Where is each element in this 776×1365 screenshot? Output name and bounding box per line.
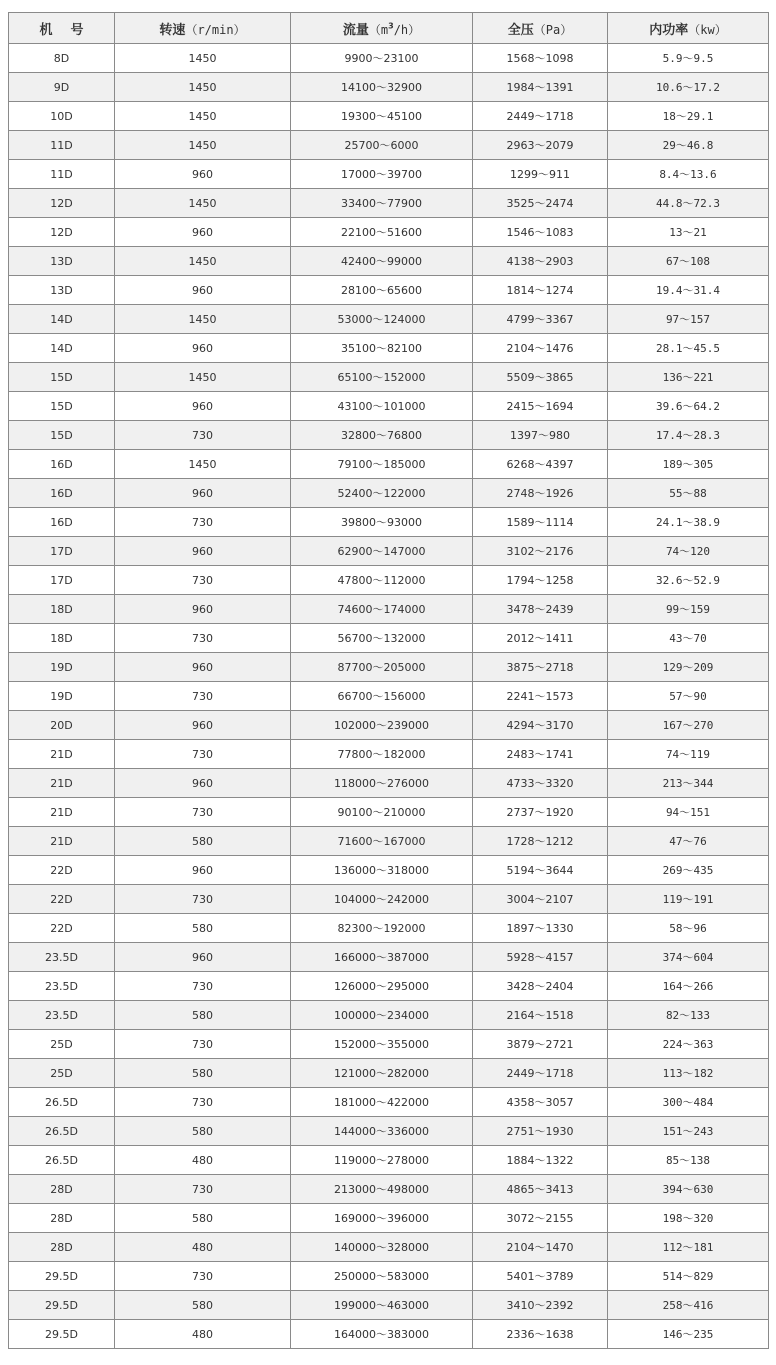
pressure-cell: 5401～3789 [473,1262,608,1291]
table-row [9,566,769,595]
table-row [9,392,769,421]
pressure-cell: 3875～2718 [473,653,608,682]
table-row [9,305,769,334]
flow-cell: 22100～51600 [291,218,473,247]
flow-cell: 87700～205000 [291,653,473,682]
table-row [9,363,769,392]
table-row [9,653,769,682]
model-cell: 26.5D [9,1117,115,1146]
model-cell: 10D [9,102,115,131]
power-cell: 300～484 [608,1088,769,1117]
power-cell: 514～829 [608,1262,769,1291]
model-cell: 11D [9,131,115,160]
flow-cell: 79100～185000 [291,450,473,479]
power-cell: 136～221 [608,363,769,392]
model-cell: 17D [9,566,115,595]
table-row [9,711,769,740]
pressure-cell: 2449～1718 [473,102,608,131]
model-cell: 12D [9,218,115,247]
table-row [9,1030,769,1059]
speed-cell: 480 [115,1233,291,1262]
table-row [9,450,769,479]
flow-cell: 118000～276000 [291,769,473,798]
table-row [9,334,769,363]
fan-spec-table [8,12,769,1349]
speed-cell: 730 [115,740,291,769]
power-cell: 94～151 [608,798,769,827]
flow-cell: 32800～76800 [291,421,473,450]
table-row [9,769,769,798]
model-cell: 18D [9,624,115,653]
speed-cell: 960 [115,595,291,624]
pressure-cell: 1794～1258 [473,566,608,595]
table-row [9,1175,769,1204]
flow-cell: 250000～583000 [291,1262,473,1291]
pressure-cell: 2449～1718 [473,1059,608,1088]
power-cell: 18～29.1 [608,102,769,131]
model-cell: 28D [9,1204,115,1233]
table-body [9,44,769,1349]
power-cell: 394～630 [608,1175,769,1204]
model-cell: 22D [9,856,115,885]
table-row [9,798,769,827]
pressure-cell: 1897～1330 [473,914,608,943]
pressure-cell: 3004～2107 [473,885,608,914]
model-cell: 23.5D [9,943,115,972]
flow-cell: 52400～122000 [291,479,473,508]
table-row [9,827,769,856]
power-cell: 82～133 [608,1001,769,1030]
table-row [9,1320,769,1349]
flow-cell: 164000～383000 [291,1320,473,1349]
flow-cell: 104000～242000 [291,885,473,914]
table-row [9,740,769,769]
power-cell: 224～363 [608,1030,769,1059]
power-cell: 67～108 [608,247,769,276]
flow-cell: 28100～65600 [291,276,473,305]
speed-cell: 730 [115,885,291,914]
table-row [9,1291,769,1320]
speed-cell: 1450 [115,131,291,160]
power-cell: 119～191 [608,885,769,914]
pressure-cell: 1814～1274 [473,276,608,305]
pressure-cell: 2748～1926 [473,479,608,508]
speed-cell: 730 [115,682,291,711]
pressure-cell: 1546～1083 [473,218,608,247]
model-cell: 18D [9,595,115,624]
power-cell: 113～182 [608,1059,769,1088]
pressure-cell: 5194～3644 [473,856,608,885]
model-cell: 21D [9,798,115,827]
table-row [9,218,769,247]
pressure-cell: 1397～980 [473,421,608,450]
pressure-cell: 6268～4397 [473,450,608,479]
table-row [9,624,769,653]
power-cell: 29～46.8 [608,131,769,160]
model-cell: 26.5D [9,1088,115,1117]
power-cell: 32.6～52.9 [608,566,769,595]
table-row [9,856,769,885]
flow-cell: 25700～6000 [291,131,473,160]
power-cell: 85～138 [608,1146,769,1175]
model-cell: 19D [9,653,115,682]
model-cell: 12D [9,189,115,218]
flow-cell: 126000～295000 [291,972,473,1001]
table-row [9,160,769,189]
header-flow: 流量$(m^3/h)$ [291,13,473,44]
model-cell: 29.5D [9,1262,115,1291]
flow-cell: 9900～23100 [291,44,473,73]
speed-cell: 730 [115,421,291,450]
speed-cell: 1450 [115,450,291,479]
pressure-cell: 1984～1391 [473,73,608,102]
speed-cell: 580 [115,827,291,856]
model-cell: 9D [9,73,115,102]
speed-cell: 960 [115,392,291,421]
flow-cell: 136000～318000 [291,856,473,885]
power-cell: 374～604 [608,943,769,972]
model-cell: 8D [9,44,115,73]
flow-cell: 119000～278000 [291,1146,473,1175]
header-model: 机 号 [9,13,115,44]
pressure-cell: 4733～3320 [473,769,608,798]
power-cell: 57～90 [608,682,769,711]
model-cell: 28D [9,1233,115,1262]
power-cell: 269～435 [608,856,769,885]
pressure-cell: 2336～1638 [473,1320,608,1349]
header-power: 内功率（kw） [608,13,769,44]
pressure-cell: 1728～1212 [473,827,608,856]
speed-cell: 1450 [115,102,291,131]
pressure-cell: 3072～2155 [473,1204,608,1233]
model-cell: 19D [9,682,115,711]
power-cell: 58～96 [608,914,769,943]
flow-cell: 100000～234000 [291,1001,473,1030]
speed-cell: 730 [115,1088,291,1117]
model-cell: 23.5D [9,972,115,1001]
table-row [9,537,769,566]
model-cell: 23.5D [9,1001,115,1030]
pressure-cell: 4865～3413 [473,1175,608,1204]
model-cell: 14D [9,334,115,363]
table-row [9,276,769,305]
flow-cell: 71600～167000 [291,827,473,856]
flow-cell: 74600～174000 [291,595,473,624]
speed-cell: 960 [115,479,291,508]
speed-cell: 960 [115,160,291,189]
flow-cell: 47800～112000 [291,566,473,595]
flow-cell: 181000～422000 [291,1088,473,1117]
model-cell: 28D [9,1175,115,1204]
speed-cell: 730 [115,972,291,1001]
power-cell: 10.6～17.2 [608,73,769,102]
model-cell: 11D [9,160,115,189]
table-row [9,247,769,276]
power-cell: 74～119 [608,740,769,769]
flow-cell: 213000～498000 [291,1175,473,1204]
speed-cell: 960 [115,769,291,798]
pressure-cell: 2104～1470 [473,1233,608,1262]
table-row [9,1117,769,1146]
flow-cell: 152000～355000 [291,1030,473,1059]
table-row [9,479,769,508]
model-cell: 21D [9,740,115,769]
model-cell: 26.5D [9,1146,115,1175]
speed-cell: 730 [115,1030,291,1059]
power-cell: 258～416 [608,1291,769,1320]
speed-cell: 730 [115,624,291,653]
model-cell: 21D [9,769,115,798]
model-cell: 20D [9,711,115,740]
speed-cell: 960 [115,276,291,305]
model-cell: 29.5D [9,1291,115,1320]
speed-cell: 1450 [115,44,291,73]
model-cell: 25D [9,1059,115,1088]
speed-cell: 960 [115,218,291,247]
speed-cell: 580 [115,1291,291,1320]
pressure-cell: 2164～1518 [473,1001,608,1030]
speed-cell: 730 [115,508,291,537]
pressure-cell: 3525～2474 [473,189,608,218]
speed-cell: 730 [115,1262,291,1291]
model-cell: 17D [9,537,115,566]
flow-cell: 77800～182000 [291,740,473,769]
pressure-cell: 4799～3367 [473,305,608,334]
power-cell: 19.4～31.4 [608,276,769,305]
table-row [9,421,769,450]
table-row [9,73,769,102]
table-row [9,682,769,711]
power-cell: 167～270 [608,711,769,740]
table-row [9,1233,769,1262]
pressure-cell: 2483～1741 [473,740,608,769]
flow-cell: 140000～328000 [291,1233,473,1262]
flow-cell: 43100～101000 [291,392,473,421]
flow-cell: 166000～387000 [291,943,473,972]
table-header-row [9,13,769,44]
power-cell: 164～266 [608,972,769,1001]
pressure-cell: 2963～2079 [473,131,608,160]
pressure-cell: 1299～911 [473,160,608,189]
power-cell: 55～88 [608,479,769,508]
model-cell: 13D [9,276,115,305]
table-row [9,1204,769,1233]
flow-cell: 144000～336000 [291,1117,473,1146]
power-cell: 189～305 [608,450,769,479]
speed-cell: 1450 [115,305,291,334]
flow-cell: 121000～282000 [291,1059,473,1088]
model-cell: 29.5D [9,1320,115,1349]
pressure-cell: 5509～3865 [473,363,608,392]
flow-cell: 56700～132000 [291,624,473,653]
flow-cell: 169000～396000 [291,1204,473,1233]
pressure-cell: 3879～2721 [473,1030,608,1059]
power-cell: 129～209 [608,653,769,682]
speed-cell: 960 [115,653,291,682]
table-row [9,595,769,624]
power-cell: 44.8～72.3 [608,189,769,218]
pressure-cell: 3102～2176 [473,537,608,566]
model-cell: 13D [9,247,115,276]
power-cell: 17.4～28.3 [608,421,769,450]
model-cell: 25D [9,1030,115,1059]
pressure-cell: 3410～2392 [473,1291,608,1320]
flow-cell: 14100～32900 [291,73,473,102]
power-cell: 43～70 [608,624,769,653]
power-cell: 39.6～64.2 [608,392,769,421]
power-cell: 74～120 [608,537,769,566]
model-cell: 16D [9,479,115,508]
flow-cell: 66700～156000 [291,682,473,711]
speed-cell: 580 [115,914,291,943]
flow-cell: 82300～192000 [291,914,473,943]
flow-cell: 39800～93000 [291,508,473,537]
table-row [9,1059,769,1088]
pressure-cell: 3478～2439 [473,595,608,624]
table-row [9,972,769,1001]
power-cell: 99～159 [608,595,769,624]
model-cell: 14D [9,305,115,334]
speed-cell: 480 [115,1320,291,1349]
power-cell: 28.1～45.5 [608,334,769,363]
fan-spec-table-container [8,12,768,1349]
power-cell: 97～157 [608,305,769,334]
model-cell: 15D [9,363,115,392]
table-row [9,1001,769,1030]
model-cell: 21D [9,827,115,856]
table-row [9,508,769,537]
table-row [9,102,769,131]
model-cell: 16D [9,450,115,479]
speed-cell: 580 [115,1001,291,1030]
pressure-cell: 5928～4157 [473,943,608,972]
speed-cell: 960 [115,856,291,885]
power-cell: 8.4～13.6 [608,160,769,189]
pressure-cell: 2751～1930 [473,1117,608,1146]
pressure-cell: 3428～2404 [473,972,608,1001]
flow-cell: 33400～77900 [291,189,473,218]
pressure-cell: 2241～1573 [473,682,608,711]
power-cell: 151～243 [608,1117,769,1146]
header-speed: 转速（r/min） [115,13,291,44]
table-row [9,885,769,914]
pressure-cell: 2104～1476 [473,334,608,363]
table-row [9,914,769,943]
table-row [9,943,769,972]
speed-cell: 580 [115,1059,291,1088]
model-cell: 22D [9,885,115,914]
power-cell: 198～320 [608,1204,769,1233]
model-cell: 16D [9,508,115,537]
power-cell: 13～21 [608,218,769,247]
table-row [9,1262,769,1291]
table-row [9,131,769,160]
speed-cell: 480 [115,1146,291,1175]
pressure-cell: 4294～3170 [473,711,608,740]
table-row [9,1088,769,1117]
speed-cell: 960 [115,334,291,363]
pressure-cell: 2012～1411 [473,624,608,653]
table-row [9,1146,769,1175]
speed-cell: 960 [115,943,291,972]
power-cell: 213～344 [608,769,769,798]
pressure-cell: 1568～1098 [473,44,608,73]
power-cell: 5.9～9.5 [608,44,769,73]
flow-cell: 17000～39700 [291,160,473,189]
speed-cell: 730 [115,798,291,827]
flow-cell: 53000～124000 [291,305,473,334]
model-cell: 15D [9,392,115,421]
speed-cell: 960 [115,537,291,566]
table-row [9,44,769,73]
speed-cell: 1450 [115,73,291,102]
pressure-cell: 2415～1694 [473,392,608,421]
speed-cell: 1450 [115,247,291,276]
speed-cell: 730 [115,1175,291,1204]
flow-cell: 19300～45100 [291,102,473,131]
power-cell: 112～181 [608,1233,769,1262]
flow-cell: 62900～147000 [291,537,473,566]
flow-cell: 35100～82100 [291,334,473,363]
pressure-cell: 4358～3057 [473,1088,608,1117]
pressure-cell: 2737～1920 [473,798,608,827]
flow-cell: 199000～463000 [291,1291,473,1320]
power-cell: 47～76 [608,827,769,856]
pressure-cell: 4138～2903 [473,247,608,276]
speed-cell: 580 [115,1117,291,1146]
speed-cell: 1450 [115,189,291,218]
pressure-cell: 1589～1114 [473,508,608,537]
speed-cell: 1450 [115,363,291,392]
flow-cell: 102000～239000 [291,711,473,740]
power-cell: 24.1～38.9 [608,508,769,537]
model-cell: 22D [9,914,115,943]
model-cell: 15D [9,421,115,450]
header-pressure: 全压（Pa） [473,13,608,44]
speed-cell: 730 [115,566,291,595]
flow-cell: 90100～210000 [291,798,473,827]
flow-cell: 65100～152000 [291,363,473,392]
table-row [9,189,769,218]
speed-cell: 960 [115,711,291,740]
flow-cell: 42400～99000 [291,247,473,276]
speed-cell: 580 [115,1204,291,1233]
pressure-cell: 1884～1322 [473,1146,608,1175]
power-cell: 146～235 [608,1320,769,1349]
